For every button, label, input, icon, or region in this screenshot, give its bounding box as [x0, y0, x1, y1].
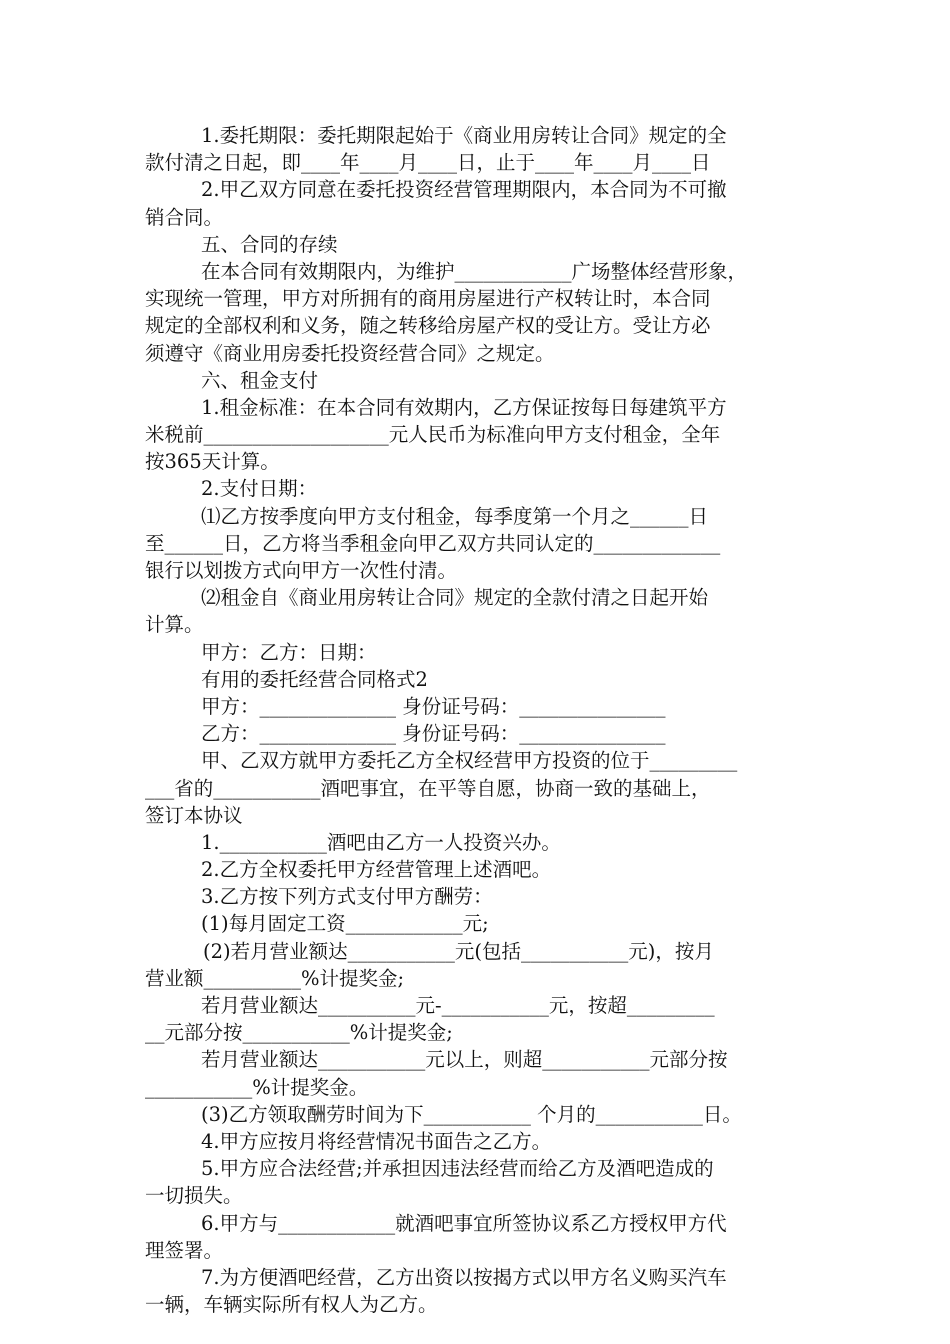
- document-line: 2.乙方全权委托甲方经营管理上述酒吧。: [201, 858, 552, 882]
- document-line: 3.乙方按下列方式支付甲方酬劳：: [201, 885, 493, 909]
- document-line: 甲方：乙方：日期：: [201, 640, 377, 664]
- document-line: (2)若月营业额达___________元(包括___________元)，按月: [203, 939, 714, 963]
- document-line: 7.为方便酒吧经营，乙方出资以按揭方式以甲方名义购买汽车: [201, 1265, 727, 1289]
- document-line: 有用的委托经营合同格式2: [201, 667, 428, 691]
- document-line: 1.委托期限：委托期限起始于《商业用房转让合同》规定的全: [201, 124, 727, 147]
- document-line: 5.甲方应合法经营;并承担因违法经营而给乙方及酒吧造成的: [201, 1157, 714, 1181]
- document-line: ⑴乙方按季度向甲方支付租金，每季度第一个月之______日: [201, 504, 709, 528]
- document-line: 营业额__________%计提奖金;: [145, 966, 405, 990]
- document-line: 理签署。: [145, 1238, 224, 1262]
- document-line: 4.甲方应按月将经营情况书面告之乙方。: [201, 1129, 552, 1153]
- document-line: 六、租金支付: [201, 368, 319, 392]
- document-line: 2.甲乙双方同意在委托投资经营管理期限内，本合同为不可撤: [201, 178, 727, 202]
- document-line: __元部分按___________%计提奖金;: [145, 1021, 453, 1045]
- document-line: ___________%计提奖金。: [145, 1075, 369, 1099]
- document-line: 若月营业额达___________元以上，则超___________元部分按: [201, 1048, 728, 1072]
- document-line: 6.甲方与____________就酒吧事宜所签协议系乙方授权甲方代: [201, 1211, 727, 1235]
- document-line: 销合同。: [145, 205, 224, 229]
- document-line: 一切损失。: [145, 1184, 243, 1208]
- document-line: 须遵守《商业用房委托投资经营合同》之规定。: [145, 341, 555, 365]
- document-line: 五、合同的存续: [201, 232, 338, 256]
- document-line: 1.___________酒吧由乙方一人投资兴办。: [201, 830, 561, 854]
- document-line: 甲、乙双方就甲方委托乙方全权经营甲方投资的位于_________: [201, 749, 738, 773]
- document-line: ⑵租金自《商业用房转让合同》规定的全款付清之日起开始: [201, 586, 709, 610]
- document-line: 计算。: [145, 613, 204, 637]
- document-line: 款付清之日起，即____年____月____日，止于____年____月____日: [145, 151, 711, 175]
- document-page: [145, 122, 820, 1318]
- document-line: 在本合同有效期限内，为维护____________广场整体经营形象，: [201, 259, 748, 283]
- document-line: 至______日，乙方将当季租金向甲乙双方共同认定的_____________: [145, 531, 721, 555]
- document-line: 实现统一管理，甲方对所拥有的商用房屋进行产权转让时，本合同: [145, 287, 711, 311]
- document-line: 一辆，车辆实际所有权人为乙方。: [145, 1293, 438, 1317]
- document-line: (3)乙方领取酬劳时间为下___________ 个月的___________日。: [201, 1102, 742, 1126]
- document-line: 乙方：______________ 身份证号码：_______________: [201, 722, 666, 746]
- document-line: 规定的全部权利和义务，随之转移给房屋产权的受让方。受让方必: [145, 314, 711, 338]
- document-line: 米税前___________________元人民币为标准向甲方支付租金，全年: [145, 423, 721, 447]
- document-line: 银行以划拨方式向甲方一次性付清。: [145, 559, 458, 582]
- document-line: 1.租金标准：在本合同有效期内，乙方保证按每日每建筑平方: [201, 395, 727, 419]
- document-line: 2.支付日期：: [201, 477, 318, 501]
- document-line: 甲方：______________ 身份证号码：_______________: [201, 694, 666, 718]
- document-line: 按365天计算。: [145, 450, 280, 474]
- document-line: ___省的___________酒吧事宜，在平等自愿，协商一致的基础上，: [145, 776, 711, 800]
- document-line: 签订本协议: [145, 803, 243, 827]
- document-line: (1)每月固定工资____________元;: [201, 912, 489, 936]
- document-line: 若月营业额达__________元-___________元，按超_________: [201, 994, 715, 1017]
